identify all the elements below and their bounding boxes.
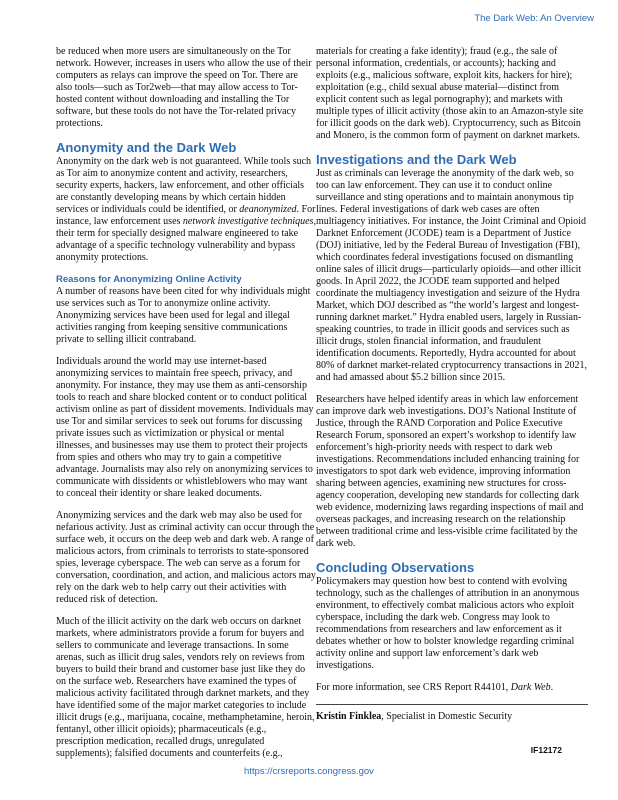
section-heading-anonymity: Anonymity and the Dark Web	[56, 140, 237, 155]
italic-term: network investigative techniques	[182, 216, 314, 227]
paragraph: Researchers have helped identify areas in which law enforcement can improve dark web investigations. DOJ’s National Institute of Justice, through the RAND Corporation and Police Executive Research Forum, sponsored an expert’s workshop to identify law enforcement’s high-priority needs with respect to dark web investigations. Recommendations included enhancing training for investigators to spot dark web evidence, improving information sharing between agencies, examining new structures for cross-agency cooperation, developing new standards for collecting dark web evidence, modernizing laws regarding inspections of mail and overseas packages, and increasing research on the relationship between traditional crime and less-visible crime facilitated by the dark web.	[316, 394, 584, 549]
paragraph: Policymakers may question how best to contend with evolving technology, such as the challenges of attribution in an anonymous environment, to effectively combat malicious actors who exploit cyberspace, including the dark web. Congress may look to recommendations from researchers and law enforcement as it debates whether or how to bolster knowledge regarding criminal activity online and support law enforcement’s dark web investigations.	[316, 576, 580, 671]
paragraph	[56, 156, 316, 264]
author-name: Kristin Finklea	[316, 711, 382, 722]
text-span: . For instance, law enforcement uses	[56, 204, 316, 227]
footer-url-link[interactable]: https://crsreports.congress.gov	[244, 766, 374, 777]
text-span: Anonymity on the dark web is not guaranteed. While tools such as Tor aim to anonymize content and activity, researchers, security experts, hackers, law enforcement, and other officials are constantly developing means by which certain hidden services or individuals could be identified, or	[56, 156, 312, 215]
author-line	[316, 711, 588, 723]
text-span: For more information, see CRS Report R44101,	[316, 682, 511, 693]
paragraph: be reduced when more users are simultaneously on the Tor network. However, increases in users who allow the use of their computers as relays can improve the speed on Tor. There are also tools—such as Tor2web—that may allow access to Tor-hosted content without downloading and installing the Tor software, but these tools do not have the Tor-related privacy protections.	[56, 46, 312, 129]
paragraph: Anonymizing services and the dark web may also be used for nefarious activity. Just as criminal activity can occur through the surface web, it occurs on the deep web and dark web. A range of malicious actors, from criminals to terrorists to state-sponsored spies, leverage cyberspace. The web can serve as a forum for conversation, coordination, and action, and malicious actors may rely on the dark web to help carry out their activities with reduced risk of detection.	[56, 510, 316, 605]
paragraph: materials for creating a fake identity); fraud (e.g., the sale of personal information, credentials, or accounts); hacking and exploits (e.g., malicious software, exploit kits, hackers for hire); exploitation (e.g., child sexual abuse material—distinct from explicit content such as legal pornography); and markets with multiple types of illicit activity (those akin to an Amazon-style site for illicit goods on the dark web). Cryptocurrency, such as Bitcoin and Monero, is the common form of payment on darknet markets.	[316, 46, 584, 141]
right-column	[316, 46, 588, 733]
paragraph: Individuals around the world may use internet-based anonymizing services to maintain free speech, privacy, and anonymity. For instance, they may use them as anti-censorship tools to reach and share blocked content or to conduct political activism online as part of dissident movements. Individuals may use Tor and similar services to seek out forums for discussing private issues such as victimization or physical or mental illnesses, and businesses may use them to protect their projects from spies and others who may try to gain a competitive advantage. Journalists may also rely on anonymizing services to communicate with dissidents or whistleblowers who may want to conceal their identity or share leaked documents.	[56, 356, 314, 499]
text-span: .	[550, 682, 554, 693]
section-heading-concluding: Concluding Observations	[316, 560, 475, 575]
paragraph: Just as criminals can leverage the anonymity of the dark web, so too can law enforcement. They can use it to conduct online surveillance and sting operations and to maintain anonymous tip lines. Federal investigations of dark web cases are often multiagency initiatives. For instance, the Joint Criminal and Opioid Darknet Enforcement (JCODE) team is a Department of Justice (DOJ) initiative, led by the Federal Bureau of Investigation (FBI), which coordinates federal investigations focused on dismantling online sales of illicit drugs—particularly opioids—and other illicit goods. In April 2022, the JCODE team supported and helped coordinate the multiagency investigation and seizure of the Hydra Market, which DOJ described as “the world’s largest and longest-running darknet market.” Hydra enabled users, largely in Russian-speaking countries, to trade in illicit goods and services such as illicit drugs, stolen financial information, and fraudulent identification documents. Reportedly, Hydra accounted for about 80% of darknet market-related cryptocurrency transactions in 2021, and had amassed about $5.2 billion since 2015.	[316, 168, 588, 383]
paragraph: A number of reasons have been cited for why individuals might use services such as Tor to anonymize online activity. Anonymizing services have been used for legal and illegal activities ranging from keeping sensitive communications private to selling illicit contraband.	[56, 286, 311, 345]
italic-term: deanonymized	[239, 204, 297, 215]
report-title: Dark Web	[510, 682, 551, 693]
report-code: IF12172	[530, 745, 562, 755]
paragraph: Much of the illicit activity on the dark web occurs on darknet markets, where administrators provide a forum for buyers and sellers to communicate and leverage transactions. In some arenas, such as illicit drug sales, vendors rely on reviews from buyers to build their brand and customer base just like they do on the surface web. Researchers have examined the types of malicious activity facilitated through darknet markets, and they have identified some of the major market categories to include illicit drugs (e.g., marijuana, cocaine, methamphetamine, heroin, fentanyl, other illicit opioids); pharmaceuticals (e.g., prescription medication, recalled drugs, unregulated supplements); falsified documents and counterfeits (e.g.,	[56, 616, 315, 759]
section-heading-investigations: Investigations and the Dark Web	[316, 152, 517, 167]
divider	[316, 704, 588, 705]
left-column	[56, 46, 316, 770]
paragraph	[316, 682, 588, 694]
subsection-heading-reasons: Reasons for Anonymizing Online Activity	[56, 274, 242, 285]
running-header-title: The Dark Web: An Overview	[474, 13, 594, 24]
author-role: , Specialist in Domestic Security	[381, 711, 513, 722]
text-span: , their term for specially designed malware engineered to take advantage of a specific technology vulnerability and bypass anonymity protections.	[56, 216, 316, 263]
